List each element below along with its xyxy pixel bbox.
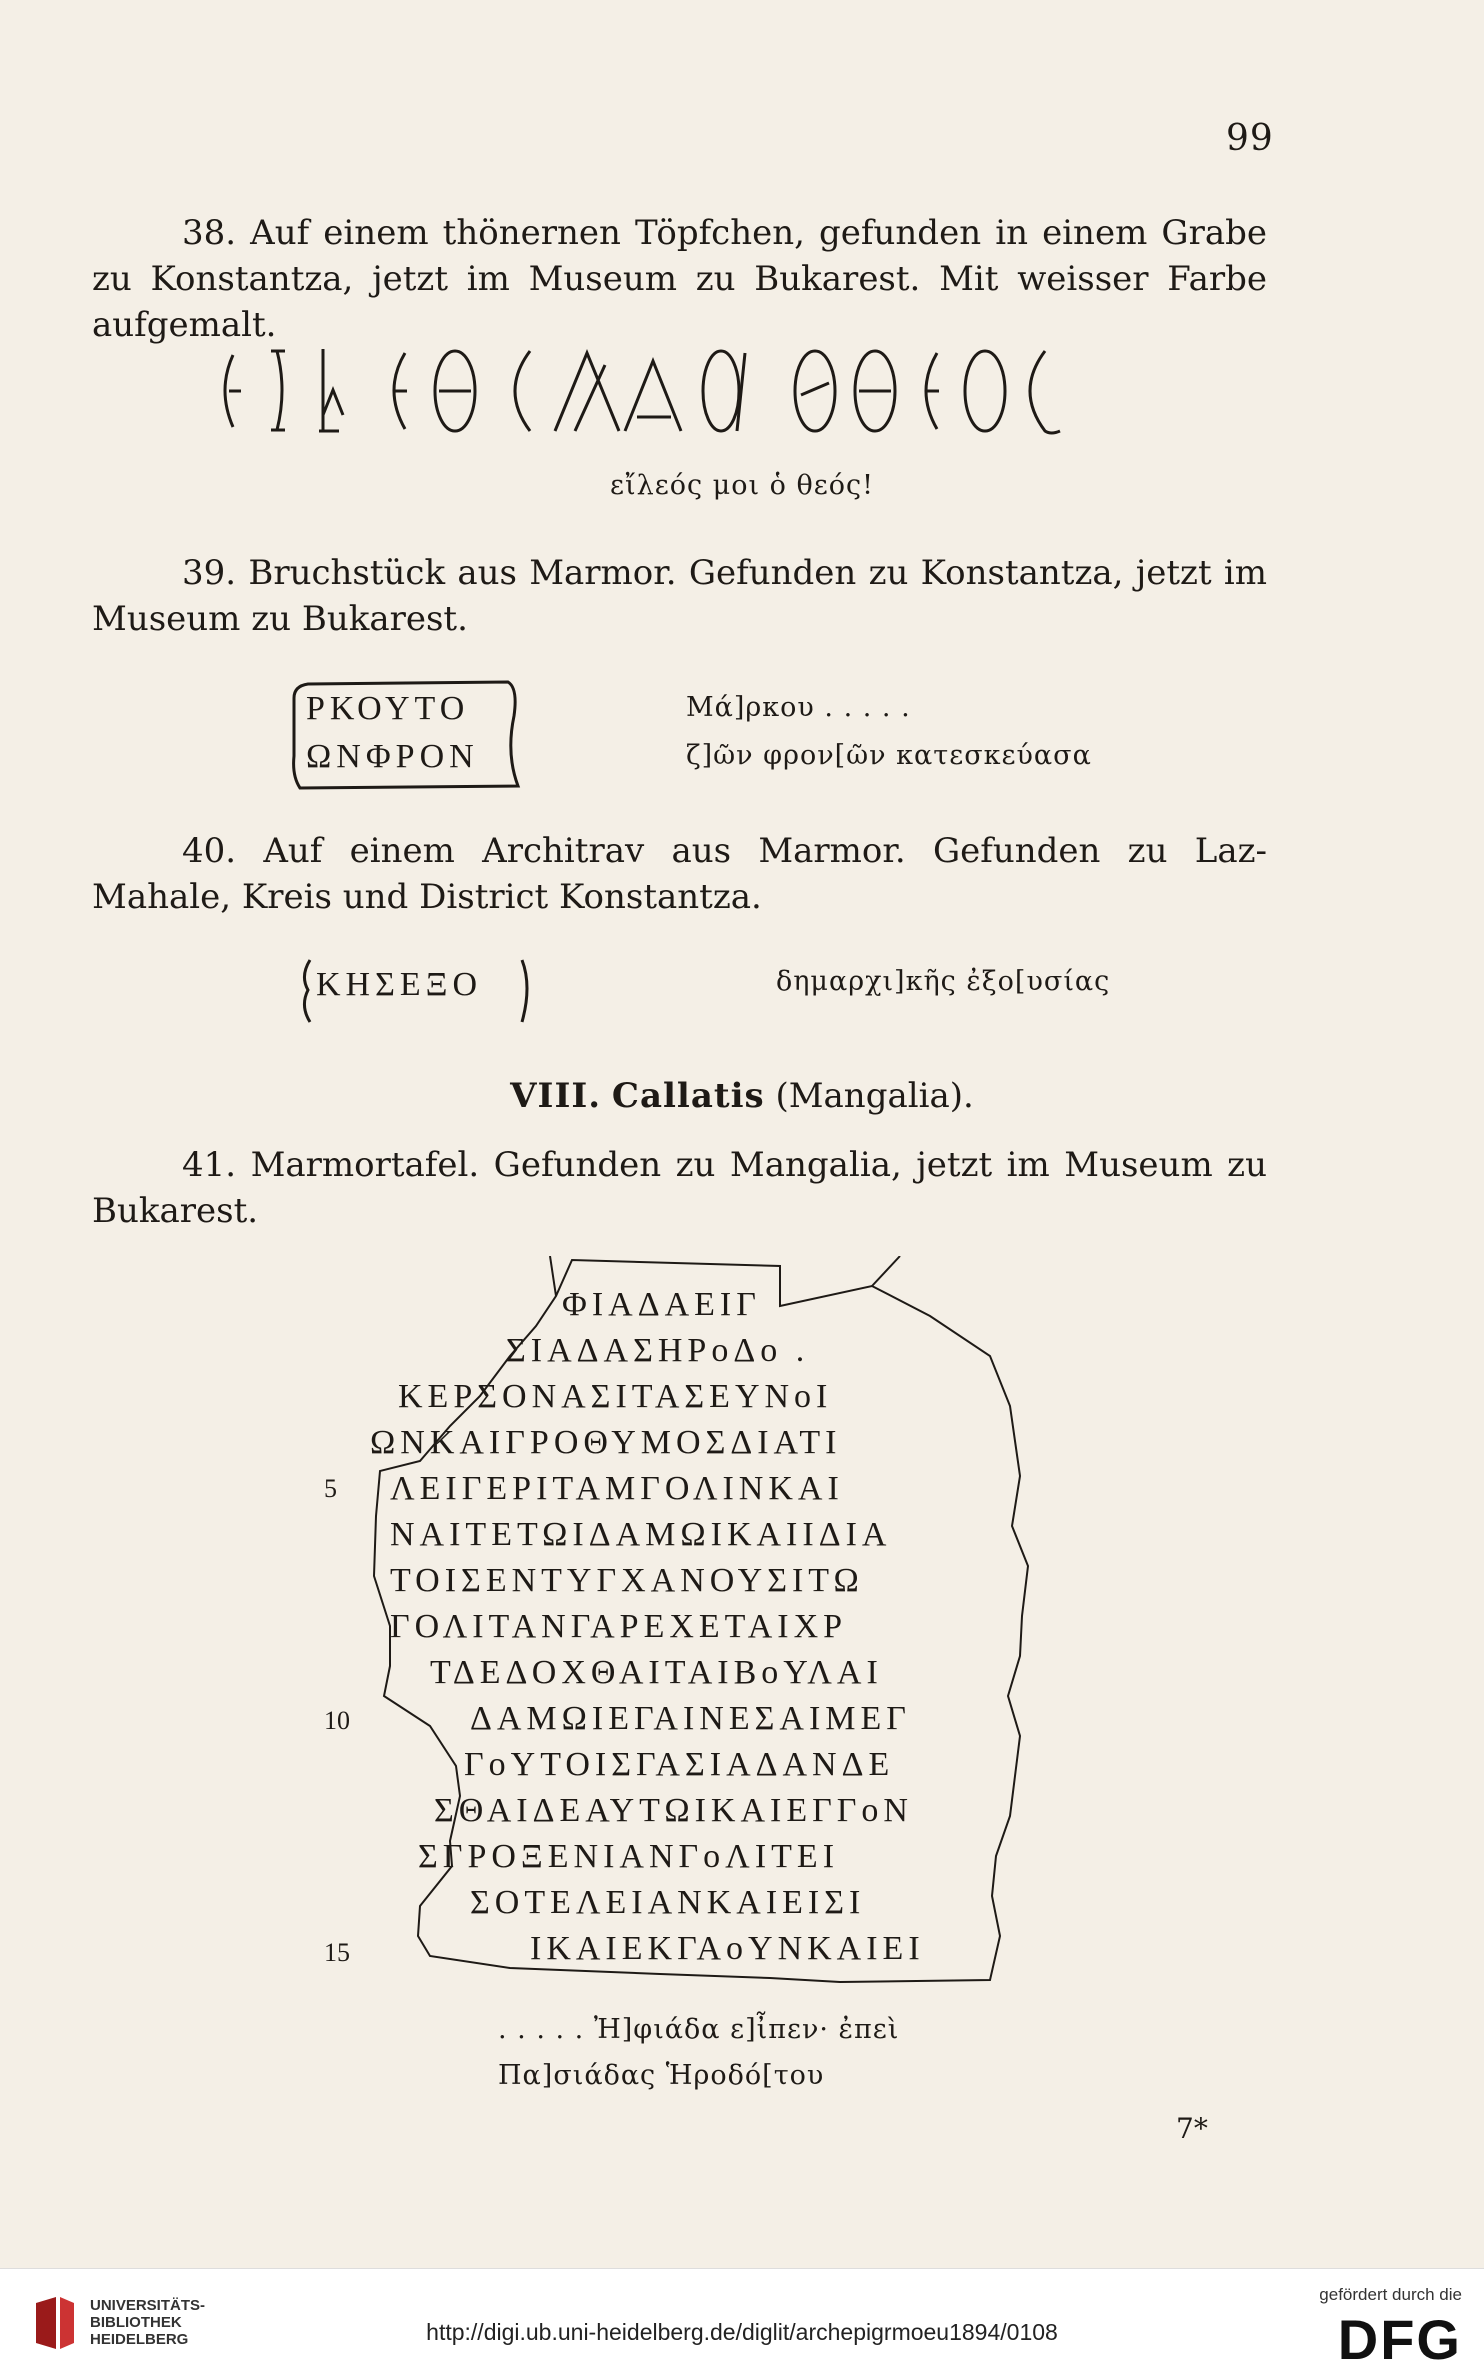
tablet-line: ΓΟΛΙΤΑΝΓΑΡΕΧΕΤΑΙΧΡ	[390, 1608, 848, 1645]
entry-41-text: 41. Marmortafel. Gefunden zu Mangalia, jetzt im Museum zu Bukarest.	[92, 1145, 1267, 1231]
entry-39-inscription-line-1: ΡΚΟΥΤΟ	[306, 690, 470, 727]
entry-39-translit-line-2: ζ]ῶν φρον[ῶν κατεσκεύασα	[686, 740, 1092, 771]
tablet-line: ΣΓΡΟΞΕΝΙΑΝΓoΛΙΤΕΙ	[418, 1838, 840, 1875]
tablet-line: ΤΟΙΣΕΝΤΥΓΧΑΝΟΥΣΙΤΩ	[390, 1562, 864, 1599]
source-url-link[interactable]: http://digi.ub.uni-heidelberg.de/diglit/archepigrmoeu1894/0108	[426, 2319, 1058, 2345]
tablet-line: ΩΝΚΑΙΓΡΟΘΥΜΟΣΔΙΑΤΙ	[370, 1424, 842, 1461]
section-subtitle: (Mangalia).	[775, 1076, 974, 1116]
line-number: 5	[324, 1474, 337, 1503]
digitization-footer	[0, 2268, 1484, 2377]
tablet-line: ΣΘΑΙΔΕΑΥΤΩΙΚΑΙΕΓΓoΝ	[434, 1792, 913, 1829]
dfg-logo: DFG	[1337, 2308, 1462, 2371]
funding-note: gefördert durch die	[1319, 2285, 1462, 2304]
tablet-line: ΙΚΑΙΕΚΓΑoΥΝΚΑΙΕΙ	[530, 1930, 925, 1967]
entry-40-translit: δημαρχι]κῆς ἐξο[υσίας	[776, 966, 1111, 997]
entry-41-translit-line-2: Πα]σιάδας Ἡροδό[του	[498, 2060, 825, 2091]
section-number: VIII.	[510, 1076, 602, 1116]
tablet-line: ΔΑΜΩΙΕΓΑΙΝΕΣΑΙΜΕΓ	[470, 1700, 911, 1737]
vase-inscription-drawing	[215, 335, 1175, 445]
signature-mark: 7*	[1176, 2112, 1208, 2145]
entry-40-text: 40. Auf einem Architrav aus Marmor. Gefunden zu Laz-Mahale, Kreis und District Konstantza.	[92, 831, 1267, 917]
tablet-line: ΣΟΤΕΛΕΙΑΝΚΑΙΕΙΣΙ	[470, 1884, 866, 1921]
entry-38-text: 38. Auf einem thönernen Töpfchen, gefunden in einem Grabe zu Konstantza, jetzt im Museum zu Bukarest. Mit weisser Farbe aufgemalt.	[92, 213, 1267, 345]
tablet-line: ΛΕΙΓΕΡΙΤΑΜΓΟΛΙΝΚΑΙ	[390, 1470, 844, 1507]
entry-38-translit: εἴλεός μοι ὁ θεός!	[610, 470, 874, 501]
entry-39-text: 39. Bruchstück aus Marmor. Gefunden zu Konstantza, jetzt im Museum zu Bukarest.	[92, 553, 1267, 639]
tablet-line: ΝΑΙΤΕΤΩΙΔΑΜΩΙΚΑΙΙΔΙΑ	[390, 1516, 892, 1553]
tablet-line: ΚΕΡΣΟΝΑΣΙΤΑΣΕΥΝoΙ	[398, 1378, 833, 1415]
entry-39-inscription-line-2: ΩΝΦΡΟΝ	[306, 738, 479, 775]
page-number: 99	[1226, 118, 1274, 159]
entry-40-inscription: ΚΗΣΕΞΟ	[316, 966, 483, 1003]
entry-39-translit-line-1: Μά]ρκου . . . . .	[686, 692, 911, 723]
line-number: 15	[324, 1938, 350, 1967]
section-name: Callatis	[611, 1076, 765, 1116]
tablet-line: ΤΔΕΔΟΧΘΑΙΤΑΙΒoΥΛΑΙ	[430, 1654, 883, 1691]
entry-41-translit-line-1: . . . . . Ἠ]φιάδα ε]ἶπεν· ἐπεὶ	[498, 2014, 900, 2045]
library-name: UNIVERSITÄTS- BIBLIOTHEK HEIDELBERG	[90, 2297, 206, 2348]
line-number: 10	[324, 1706, 350, 1735]
tablet-line: ΓoΥΤΟΙΣΓΑΣΙΑΔΑΝΔΕ	[464, 1746, 895, 1783]
tablet-line: ΦΙΑΔΑΕΙΓ	[562, 1286, 761, 1323]
tablet-line: ΣΙΑΔΑΣΗΡoΔo .	[506, 1332, 810, 1369]
section-heading	[0, 1076, 1484, 1116]
